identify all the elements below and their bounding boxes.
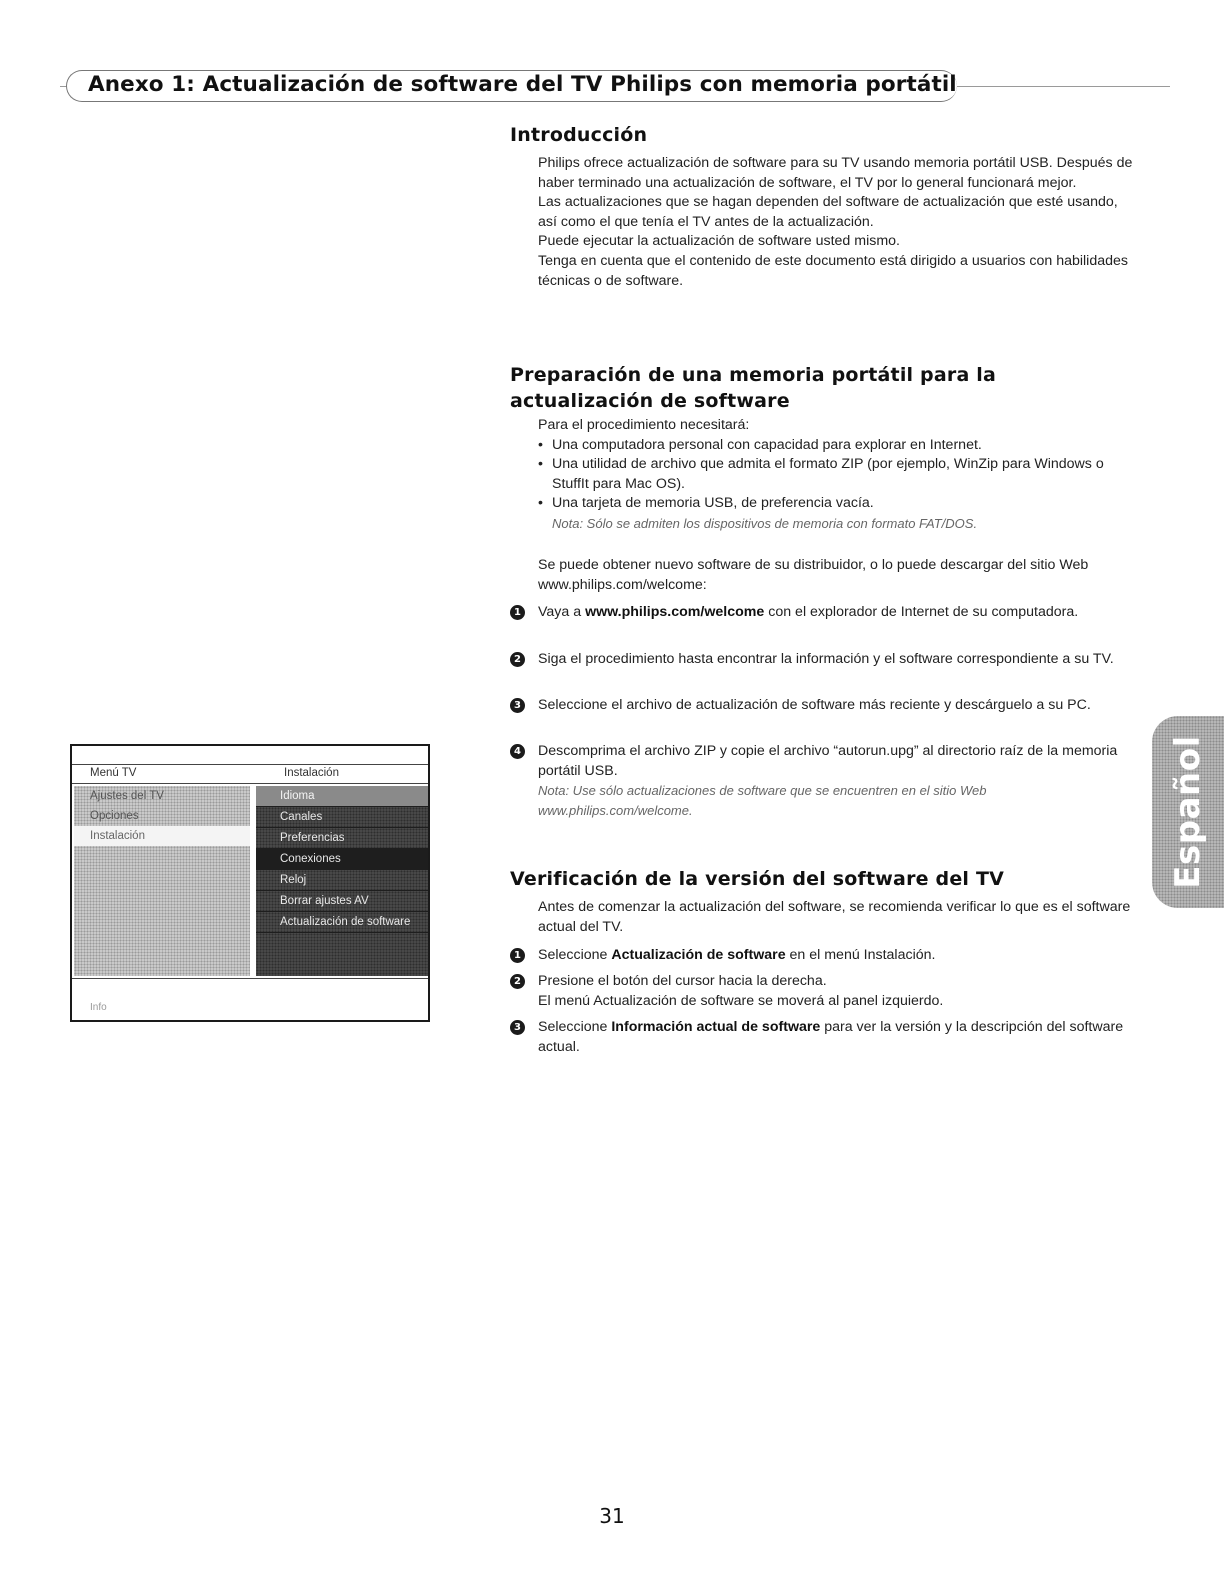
language-tab-label: Español (1168, 735, 1208, 889)
intro-body (538, 154, 1138, 291)
step-text: Presione el botón del cursor hacia la derecha. (538, 973, 827, 989)
verify-step-1 (510, 946, 1130, 966)
tv-submenu-item-idioma: Idioma (256, 786, 428, 807)
step-number-icon: 2 (510, 974, 525, 989)
step-extra-text: El menú Actualización de software se moverá al panel izquierdo. (538, 992, 944, 1009)
step-text: Descomprima el archivo ZIP y copie el archivo “autorun.upg” al directorio raíz de la memoria portátil USB. (538, 743, 1118, 779)
step-text: en el menú Instalación. (785, 947, 936, 963)
step-number-icon: 2 (510, 652, 525, 667)
prep-step-3 (510, 696, 1130, 716)
tv-menu-left-title: Menú TV (90, 767, 137, 779)
tv-submenu-item-reloj: Reloj (256, 870, 428, 891)
tv-menu-divider (72, 783, 428, 784)
tv-menu-left-panel (74, 786, 250, 976)
tv-menu-item-ajustes: Ajustes del TV (90, 790, 164, 802)
tv-menu-bottom-divider (72, 978, 428, 979)
prep-step-2 (510, 650, 1130, 670)
step-text: Siga el procedimiento hasta encontrar la información y el software correspondiente a su TV. (538, 651, 1114, 667)
page-title: Anexo 1: Actualización de software del TV Philips con memoria portátil (88, 72, 957, 97)
step4-note: Nota: Use sólo actualizaciones de software que se encuentren en el sitio Web www.philips.com/welcome. (538, 783, 987, 818)
step-bold-text: Actualización de software (611, 947, 786, 963)
prep-note: Nota: Sólo se admiten los dispositivos de memoria con formato FAT/DOS. (552, 515, 978, 531)
tv-menu-item-opciones: Opciones (90, 810, 139, 822)
step-text: con el explorador de Internet de su computadora. (764, 604, 1079, 620)
requirements-list (538, 436, 1138, 514)
verify-section (510, 866, 1140, 892)
step-text: Seleccione el archivo de actualización de software más reciente y descárguelo a su PC. (538, 697, 1091, 713)
verify-step-3 (510, 1018, 1130, 1057)
prep-step-4 (510, 742, 1130, 820)
step-text: para ver la versión y la descripción del software actual. (538, 1019, 1124, 1055)
step-text: Vaya a (538, 604, 586, 620)
tv-menu-right-panel (256, 786, 428, 976)
intro-paragraph: Philips ofrece actualización de software para su TV usando memoria portátil USB. Después de haber terminado una actualización de software, el TV por lo general funcionará mejor. (538, 155, 1133, 191)
prep-lead: Para el procedimiento necesitará: (538, 417, 750, 433)
tv-menu-topbar (72, 746, 428, 765)
verify-heading: Verificación de la versión del software del TV (510, 868, 1005, 890)
tv-menu-item-instalacion: Instalación (74, 826, 250, 846)
tv-menu-info: Info (90, 1002, 107, 1013)
intro-heading: Introducción (510, 124, 648, 146)
tv-menu-screen (70, 744, 430, 1022)
tv-submenu-item-canales: Canales (256, 807, 428, 828)
list-item: • Una computadora personal con capacidad para explorar en Internet. (538, 436, 1138, 456)
verify-intro: Antes de comenzar la actualización del software, se recomienda verificar lo que es el software actual del TV. (538, 899, 1131, 935)
prep-heading: Preparación de una memoria portátil para la actualización de software (510, 364, 997, 412)
step-number-icon: 1 (510, 605, 525, 620)
tv-menu-right-title: Instalación (284, 767, 339, 779)
step-text: Seleccione (538, 947, 612, 963)
tv-submenu-item-actualizacion: Actualización de software (256, 912, 428, 933)
intro-paragraph: Tenga en cuenta que el contenido de este documento está dirigido a usuarios con habilidades técnicas o de software. (538, 252, 1128, 289)
prep-step-1 (510, 603, 1130, 623)
page-number: 31 (599, 1504, 625, 1528)
intro-paragraph: Las actualizaciones que se hagan dependen del software de actualización que esté usando, así como el que tenía el TV antes de la actualización. (538, 194, 1118, 230)
step-number-icon: 3 (510, 1020, 525, 1035)
language-tab (1152, 716, 1224, 908)
intro-paragraph: Puede ejecutar la actualización de software usted mismo. (538, 233, 900, 250)
tv-submenu-item-conexiones: Conexiones (256, 849, 428, 870)
tv-submenu-item-borrar: Borrar ajustes AV (256, 891, 428, 912)
step-number-icon: 3 (510, 698, 525, 713)
prep-section (510, 362, 1130, 414)
download-text: Se puede obtener nuevo software de su distribuidor, o lo puede descargar del sitio Web www.philips.com/welcome: (538, 557, 1089, 593)
step-number-icon: 1 (510, 948, 525, 963)
intro-section (510, 122, 1140, 148)
step-bold-text: Información actual de software (611, 1019, 821, 1035)
list-item: • Una utilidad de archivo que admita el formato ZIP (por ejemplo, WinZip para Windows o StuffIt para Mac OS). (538, 455, 1138, 494)
step-number-icon: 4 (510, 744, 525, 759)
step-text: Seleccione (538, 1019, 612, 1035)
tv-submenu-item-preferencias: Preferencias (256, 828, 428, 849)
prep-body (538, 416, 1138, 534)
list-item: • Una tarjeta de memoria USB, de preferencia vacía. (538, 494, 1138, 514)
verify-step-2 (510, 972, 1130, 1011)
philips-url: www.philips.com/welcome (585, 604, 765, 620)
